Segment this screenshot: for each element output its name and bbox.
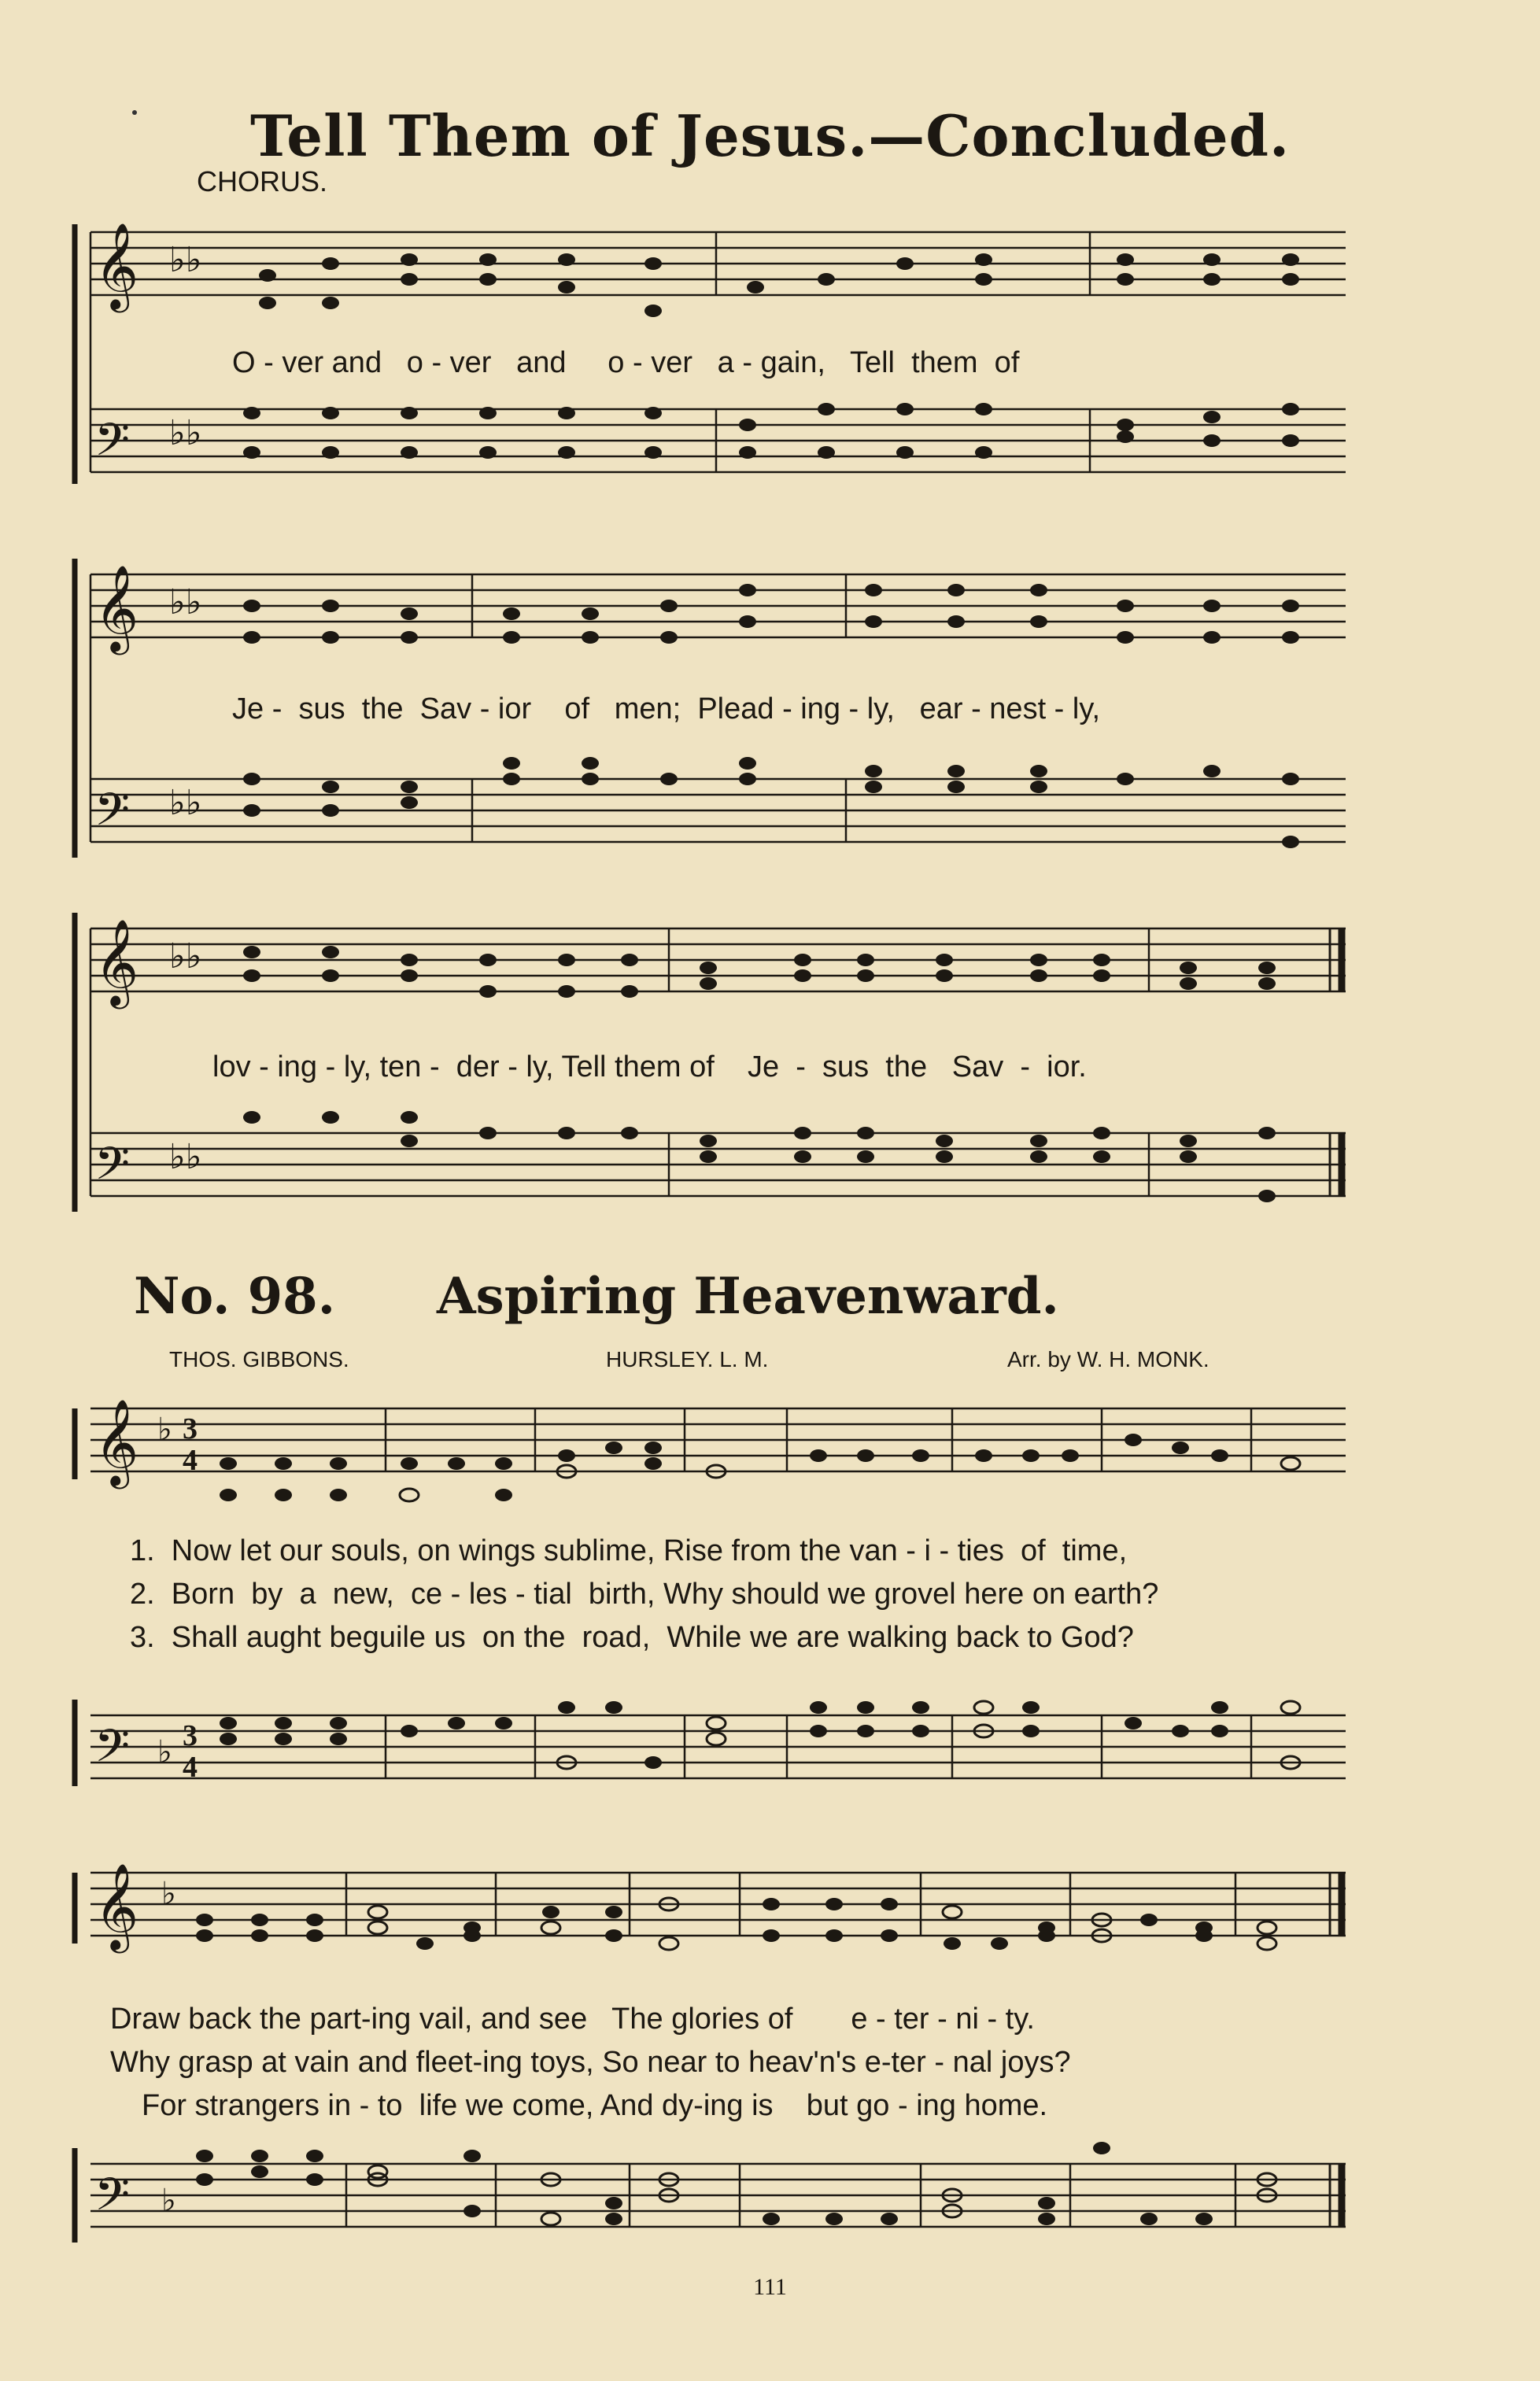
hymn-treble-staff-a xyxy=(0,1393,1540,1526)
tune-name: HURSLEY. L. M. xyxy=(606,1347,769,1371)
verse-line-3b: For strangers in - to life we come, And dy-ing is but go - ing home. xyxy=(142,2089,1048,2122)
chorus-lyric-line-3: lov - ing - ly, ten - der - ly, Tell them of Je - sus the Sav - ior. xyxy=(212,1050,1087,1083)
chorus-lyric-line-1: O - ver and o - ver and o - ver a - gain, Tell them of xyxy=(232,346,1020,379)
svg-text:𝄞: 𝄞 xyxy=(94,1399,139,1486)
verse-line-2a: 2. Born by a new, ce - les - tial birth, Why should we grovel here on earth? xyxy=(130,1578,1159,1611)
svg-text:♭♭: ♭♭ xyxy=(169,414,202,452)
svg-text:𝄢: 𝄢 xyxy=(94,1719,131,1784)
svg-text:4: 4 xyxy=(183,1444,198,1477)
svg-text:♭: ♭ xyxy=(161,2183,176,2218)
svg-text:𝄢: 𝄢 xyxy=(94,413,131,478)
author-credit: THOS. GIBBONS. xyxy=(169,1347,349,1371)
svg-text:3: 3 xyxy=(183,1719,198,1752)
svg-text:♭♭: ♭♭ xyxy=(169,1138,202,1176)
svg-text:♭: ♭ xyxy=(157,1412,172,1447)
svg-text:𝄢: 𝄢 xyxy=(94,2168,131,2232)
hymn-number: No. 98. xyxy=(134,1267,335,1326)
svg-text:4: 4 xyxy=(183,1751,198,1784)
arranger-credit: Arr. by W. H. MONK. xyxy=(1007,1347,1209,1371)
svg-text:♭: ♭ xyxy=(157,1734,172,1770)
svg-text:♭♭: ♭♭ xyxy=(169,241,202,279)
page-title: Tell Them of Jesus.—Concluded. xyxy=(249,102,1291,169)
verse-line-1a: 1. Now let our souls, on wings sublime, Rise from the van - i - ties of time, xyxy=(130,1534,1128,1567)
svg-text:𝄢: 𝄢 xyxy=(94,783,131,847)
chorus-lyric-line-2: Je - sus the Sav - ior of men; Plead - ing - ly, ear - nest - ly, xyxy=(232,692,1101,725)
verse-line-3a: 3. Shall aught beguile us on the road, While we are walking back to God? xyxy=(130,1621,1134,1654)
svg-text:3: 3 xyxy=(183,1412,198,1445)
verse-line-1b: Draw back the part-ing vail, and see The glories of e - ter - ni - ty. xyxy=(110,2003,1035,2036)
verse-line-2b: Why grasp at vain and fleet-ing toys, So near to heav'n's e-ter - nal joys? xyxy=(110,2046,1071,2079)
svg-text:𝄢: 𝄢 xyxy=(94,1137,131,1202)
svg-text:♭♭: ♭♭ xyxy=(169,784,202,822)
svg-text:𝄞: 𝄞 xyxy=(94,1863,139,1950)
hymn-bass-staff-a xyxy=(0,1684,1540,1825)
page-number: 111 xyxy=(753,2274,787,2300)
svg-text:♭♭: ♭♭ xyxy=(169,583,202,622)
svg-text:♭: ♭ xyxy=(161,1876,176,1911)
hymn-treble-staff-b xyxy=(0,1857,1540,1999)
chorus-label: CHORUS. xyxy=(197,165,328,197)
svg-text:𝄞: 𝄞 xyxy=(94,223,139,309)
hymn-bass-staff-b xyxy=(0,2132,1540,2258)
svg-text:♭♭: ♭♭ xyxy=(169,937,202,976)
hymn-title: Aspiring Heavenward. xyxy=(437,1267,1059,1326)
svg-text:𝄞: 𝄞 xyxy=(94,565,139,652)
svg-text:𝄞: 𝄞 xyxy=(94,919,139,1006)
